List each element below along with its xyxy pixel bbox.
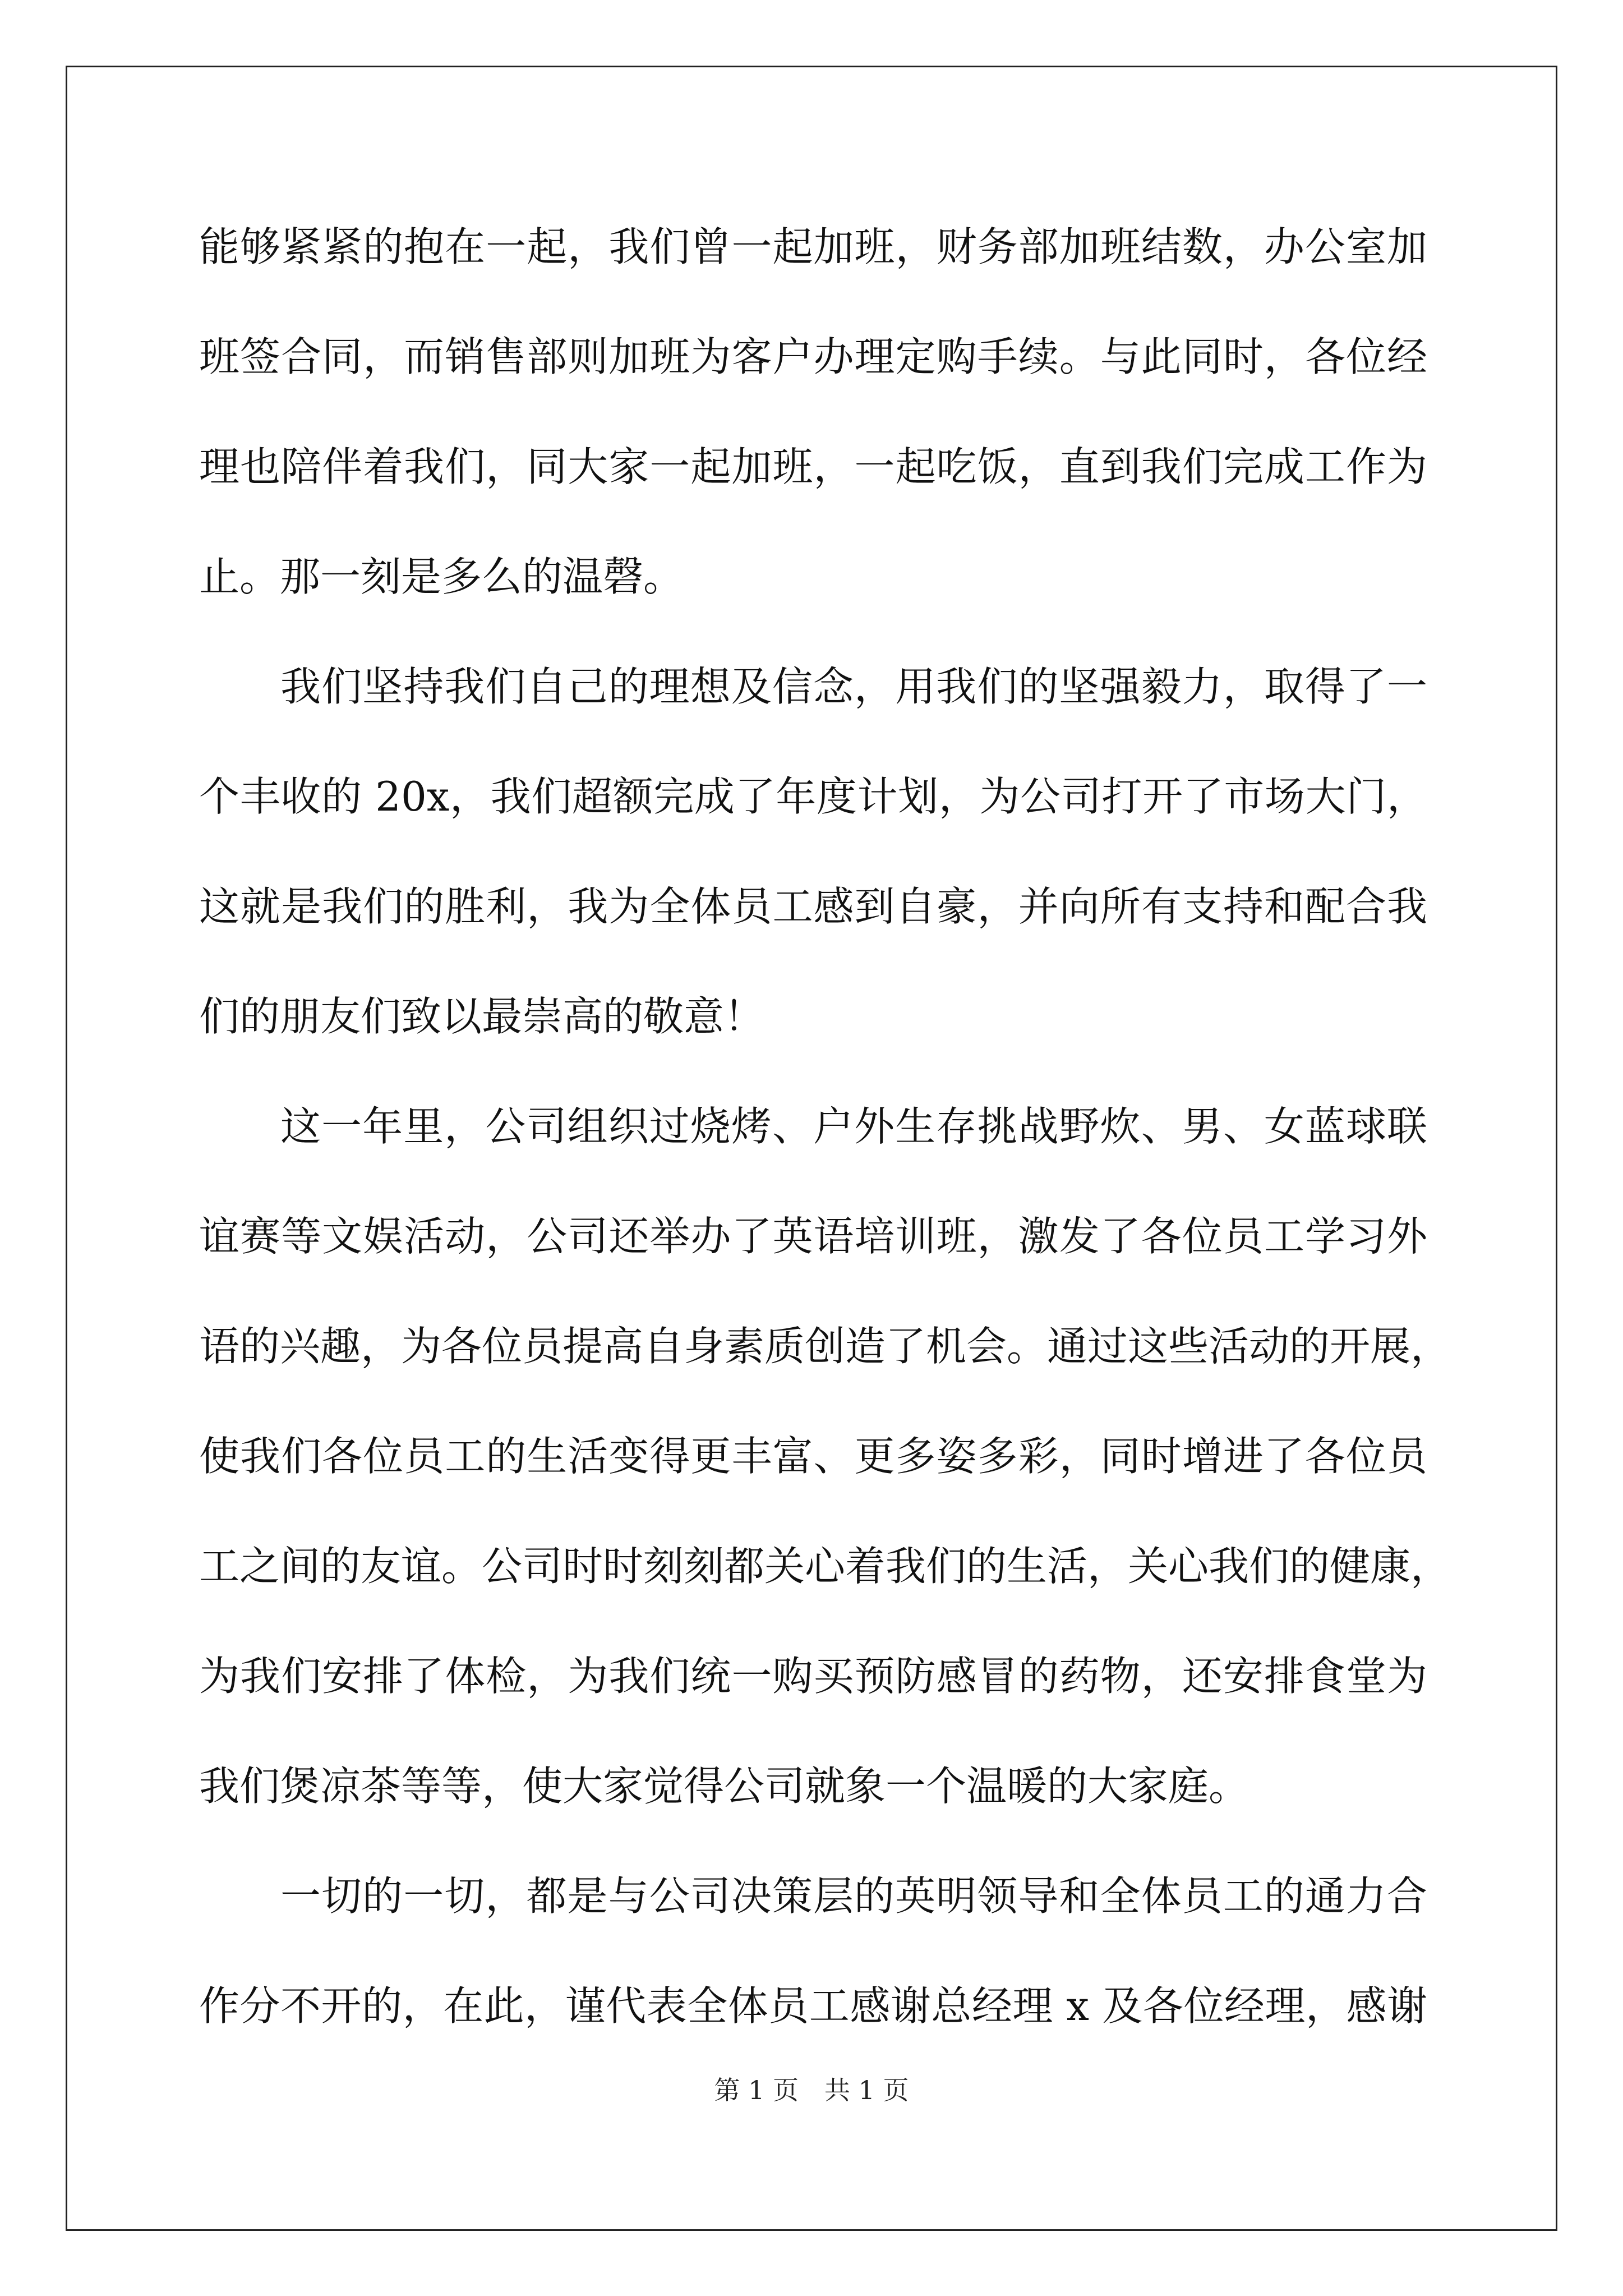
paragraph-line: 理也陪伴着我们，同大家一起加班，一起吃饭，直到我们完成工作为 [199,443,1427,490]
paragraph-line: 我们煲凉茶等等，使大家觉得公司就象一个温暖的大家庭。 [199,1763,1249,1810]
paragraph-line: 作分不开的，在此，谨代表全体员工感谢总经理 x 及各位经理，感谢 [199,1982,1427,2030]
page-footer: 第 1 页 共 1 页 [714,2075,909,2105]
paragraph-line: 谊赛等文娱活动，公司还举办了英语培训班，激发了各位员工学习外 [199,1213,1427,1260]
paragraph-line: 止。那一刻是多么的温磬。 [199,553,684,600]
paragraph-line: 班签合同，而销售部则加班为客户办理定购手续。与此同时，各位经 [199,333,1427,380]
paragraph-line: 工之间的友谊。公司时时刻刻都关心着我们的生活，关心我们的健康， [199,1543,1451,1590]
paragraph-line: 我们坚持我们自己的理想及信念，用我们的坚强毅力，取得了一 [280,663,1427,710]
paragraph-line: 个丰收的 20x，我们超额完成了年度计划，为公司打开了市场大门， [199,773,1427,820]
paragraph-line: 这就是我们的胜利，我为全体员工感到自豪，并向所有支持和配合我 [199,883,1427,930]
paragraph-line: 语的兴趣，为各位员提高自身素质创造了机会。通过这些活动的开展， [199,1323,1451,1370]
paragraph-line: 为我们安排了体检，为我们统一购买预防感冒的药物，还安排食堂为 [199,1653,1427,1700]
paragraph-line: 这一年里，公司组织过烧烤、户外生存挑战野炊、男、女蓝球联 [280,1103,1427,1150]
paragraph-line: 使我们各位员工的生活变得更丰富、更多姿多彩，同时增进了各位员 [199,1433,1427,1480]
paragraph-line: 们的朋友们致以最崇高的敬意！ [199,993,765,1040]
paragraph-line: 一切的一切，都是与公司决策层的英明领导和全体员工的通力合 [280,1872,1427,1920]
paragraph-line: 能够紧紧的抱在一起，我们曾一起加班，财务部加班结数，办公室加 [199,223,1427,270]
